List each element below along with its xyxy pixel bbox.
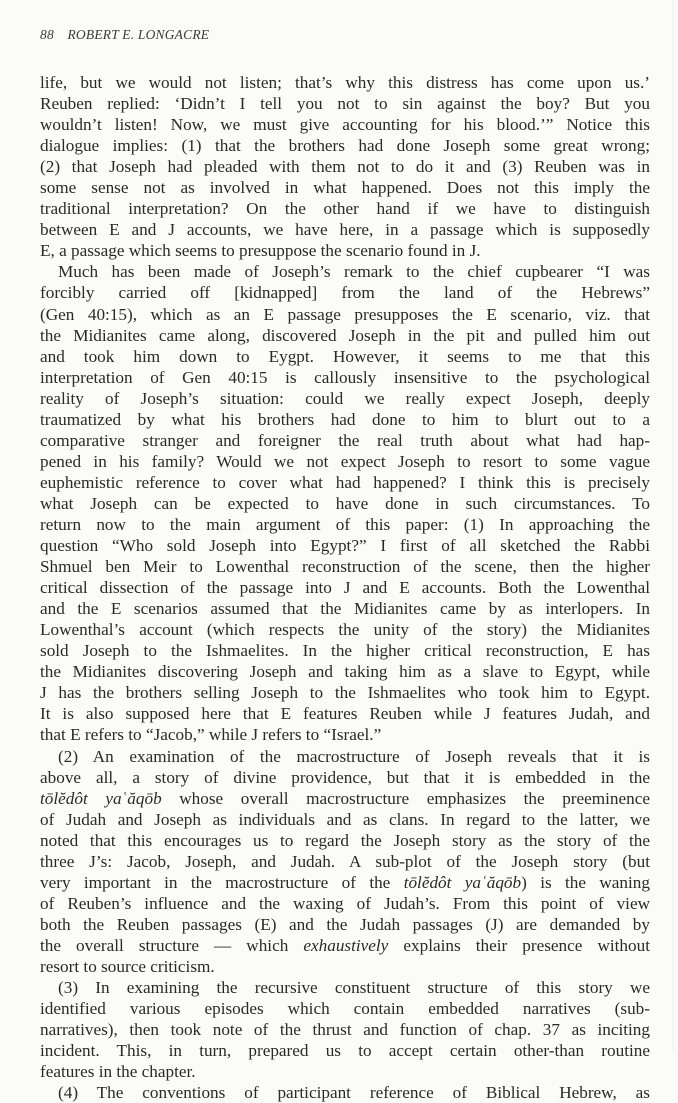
page-edge	[672, 0, 678, 1050]
text-line: question “Who sold Joseph into Egypt?” I first of all sketched the Rabbi	[40, 536, 650, 556]
text-line: what Joseph can be expected to have done in such circumstances. To	[40, 493, 650, 513]
text-line: both the Reuben passages (E) and the Judah passages (J) are demanded by	[40, 914, 650, 934]
text-line: return now to the main argument of this paper: (1) In approaching the	[40, 514, 650, 534]
text-segment: whose overall macrostructure emphasizes the preeminence	[161, 788, 650, 808]
text-segment: ) is the waning	[521, 872, 650, 892]
text-line: and took him down to Eygpt. However, it seems to me that this	[40, 346, 650, 366]
text-line: and the E scenarios assumed that the Midianites came by as interlopers. In	[40, 599, 650, 619]
text-line: reality of Joseph’s situation: could we really expect Joseph, deeply	[40, 388, 650, 408]
text-line: forcibly carried off [kidnapped] from the land of the Hebrews”	[40, 283, 650, 303]
text-line: incident. This, in turn, prepared us to accept certain other-than routine	[40, 1041, 650, 1061]
text-line: three J’s: Jacob, Joseph, and Judah. A sub-plot of the Joseph story (but	[40, 851, 650, 871]
page-number: 88	[40, 27, 54, 42]
author-name: ROBERT E. LONGACRE	[67, 27, 210, 42]
text-line: (Gen 40:15), which as an E passage presupposes the E scenario, viz. that	[40, 304, 650, 324]
text-line: comparative stranger and foreigner the real truth about what had hap-	[40, 430, 650, 450]
text-line: above all, a story of divine providence, but that it is embedded in the	[40, 767, 650, 787]
italic-term: tōlĕdôt yaʿăqōb	[403, 872, 522, 892]
text-line: that E refers to “Jacob,” while J refers to “Israel.”	[40, 725, 382, 745]
text-line: Shmuel ben Meir to Lowenthal reconstruction of the scene, then the higher	[40, 557, 650, 577]
text-line: identified various episodes which contain embedded narratives (sub-	[40, 999, 650, 1019]
text-line: (4) The conventions of participant reference of Biblical Hebrew, as	[58, 1083, 650, 1103]
text-line: E, a passage which seems to presuppose the scenario found in J.	[40, 241, 481, 261]
text-segment: very important in the macrostructure of the	[40, 872, 404, 892]
running-head	[40, 27, 209, 43]
text-line: (2) that Joseph had pleaded with them not to do it and (3) Reuben was in	[40, 157, 650, 177]
text-line: the Midianites discovering Joseph and taking him as a slave to Egypt, while	[40, 662, 650, 682]
text-line: traumatized by what his brothers had done to him to blurt out to a	[40, 409, 650, 429]
text-line: features in the chapter.	[40, 1062, 196, 1082]
text-line: Much has been made of Joseph’s remark to the chief cupbearer “I was	[58, 262, 650, 282]
text-line: sold Joseph to the Ishmaelites. In the higher critical reconstruction, E has	[40, 641, 650, 661]
italic-term: tōlĕdôt yaʿăqōb	[40, 788, 162, 808]
italic-term: exhaustively	[303, 935, 389, 955]
text-line: some sense not as involved in what happened. Does not this imply the	[40, 178, 650, 198]
text-line: (3) In examining the recursive constituent structure of this story we	[58, 978, 650, 998]
text-line: life, but we would not listen; that’s why this distress has come upon us.’	[40, 73, 650, 92]
body-text	[40, 72, 650, 1103]
text-line: Lowenthal’s account (which respects the unity of the story) the Midianites	[40, 620, 650, 640]
text-line: interpretation of Gen 40:15 is callously insensitive to the psychological	[40, 367, 650, 387]
text-segment: the overall structure — which	[40, 935, 304, 955]
text-line	[40, 872, 650, 893]
text-line: J has the brothers selling Joseph to the Ishmaelites who took him to Egypt.	[40, 683, 650, 703]
text-line: critical dissection of the passage into J and E accounts. Both the Lowenthal	[40, 578, 650, 598]
text-line: It is also supposed here that E features Reuben while J features Judah, and	[40, 704, 650, 724]
text-line: euphemistic reference to cover what had happened? I think this is precisely	[40, 472, 650, 492]
text-line	[40, 788, 650, 809]
text-line: wouldn’t listen! Now, we must give accounting for his blood.’” Notice this	[40, 115, 650, 135]
text-line: traditional interpretation? On the other hand if we have to distinguish	[40, 199, 650, 219]
text-line	[40, 935, 650, 956]
text-line: dialogue implies: (1) that the brothers had done Joseph some great wrong;	[40, 136, 650, 156]
text-line: (2) An examination of the macrostructure of Joseph reveals that it is	[58, 746, 650, 766]
text-line: Reuben replied: ‘Didn’t I tell you not to sin against the boy? But you	[40, 94, 650, 114]
text-line: pened in his family? Would we not expect Joseph to resort to some vague	[40, 451, 650, 471]
text-line: noted that this encourages us to regard the Joseph story as the story of the	[40, 830, 650, 850]
text-line: narratives), then took note of the thrust and function of chap. 37 as inciting	[40, 1020, 650, 1040]
text-line: of Judah and Joseph as individuals and as clans. In regard to the latter, we	[40, 809, 650, 829]
text-line: of Reuben’s influence and the waxing of Judah’s. From this point of view	[40, 893, 650, 913]
text-line: between E and J accounts, we have here, in a passage which is supposedly	[40, 220, 650, 240]
text-line: resort to source criticism.	[40, 956, 215, 976]
text-segment: explains their presence without	[388, 935, 650, 955]
text-line: the Midianites came along, discovered Joseph in the pit and pulled him out	[40, 325, 650, 345]
